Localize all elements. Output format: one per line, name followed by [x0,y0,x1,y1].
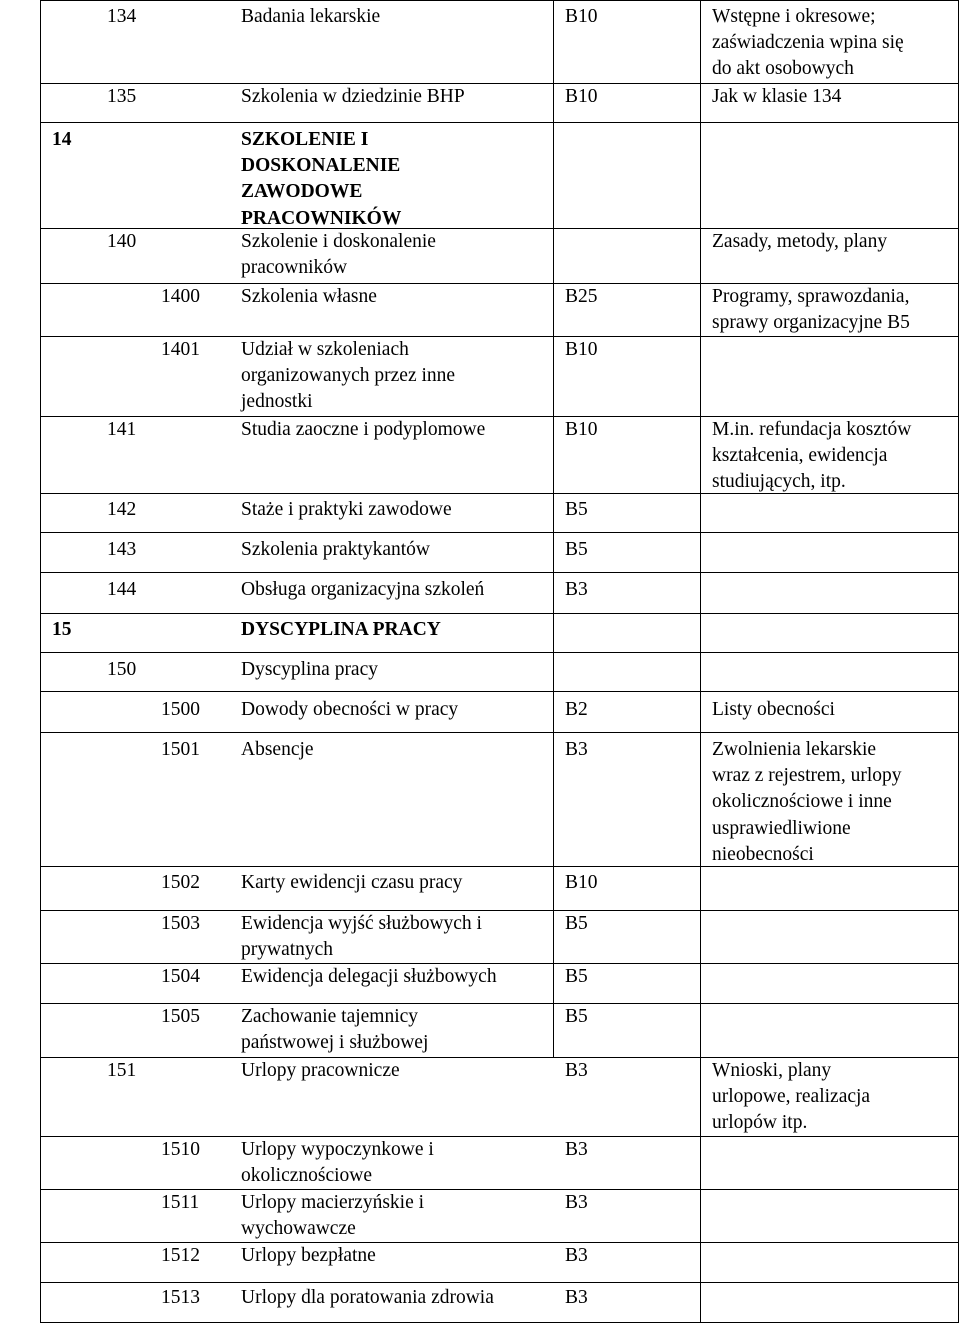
row-note: Jak w klasie 134 [712,86,842,107]
row-category: B5 [565,539,588,560]
row-category: B25 [565,286,598,307]
row-name: Ewidencja delegacji służbowych [241,966,497,987]
row-name: organizowanych przez inne [241,365,456,387]
row-divider [40,1322,959,1323]
row-code: 150 [107,659,137,680]
row-code: 1513 [161,1287,200,1308]
row-code: 134 [107,6,137,27]
row-divider [40,866,959,867]
row-category: B3 [565,1192,588,1213]
row-category: B5 [565,913,588,934]
row-code: 1505 [161,1006,200,1027]
row-divider [40,572,959,573]
row-note: Wnioski, plany [712,1060,832,1081]
row-name: Szkolenia w dziedzinie BHP [241,86,465,107]
row-note: Wstępne i okresowe; [712,6,876,27]
row-code: 135 [107,86,137,107]
row-category: B3 [565,1060,588,1081]
row-note: kształcenia, ewidencja [712,445,888,467]
row-divider [40,1282,959,1283]
row-code: 1501 [161,739,200,760]
row-divider [40,652,959,653]
category-column-divider [553,0,554,1058]
row-category: B3 [565,1139,588,1160]
row-divider [40,732,959,733]
row-name: Ewidencja wyjść służbowych i [241,913,482,934]
row-note: Listy obecności [712,699,835,720]
row-name: Udział w szkoleniach [241,339,409,360]
row-name: pracowników [241,257,348,279]
row-code: 1511 [161,1192,200,1213]
row-code: 1503 [161,913,200,934]
row-code: 1502 [161,872,200,893]
row-note: studiujących, itp. [712,471,846,493]
row-code: 141 [107,419,137,440]
row-code: 1500 [161,699,200,720]
row-category: B3 [565,1287,588,1308]
row-name: ZAWODOWE [241,181,363,203]
row-category: B3 [565,1245,588,1266]
row-note: Zwolnienia lekarskie [712,739,877,760]
row-code: 151 [107,1060,137,1081]
row-code: 15 [52,619,72,640]
row-note: usprawiedliwione [712,817,851,839]
row-note: M.in. refundacja kosztów [712,419,912,440]
row-category: B10 [565,872,598,893]
row-code: 1512 [161,1245,200,1266]
row-name: Urlopy dla poratowania zdrowia [241,1287,494,1308]
row-category: B10 [565,339,598,360]
row-code: 14 [52,129,72,150]
row-name: Urlopy wypoczynkowe i [241,1139,434,1160]
row-name: Staże i praktyki zawodowe [241,499,452,520]
row-code: 1400 [161,286,200,307]
row-category: B2 [565,699,588,720]
row-note: wraz z rejestrem, urlopy [712,765,902,787]
row-note: Programy, sprawozdania, [712,286,910,307]
row-category: B5 [565,1006,588,1027]
table-border-right [958,0,959,1323]
row-name: DOSKONALENIE [241,155,401,177]
row-name: Zachowanie tajemnicy [241,1006,419,1027]
row-name: prywatnych [241,939,334,961]
row-divider [40,532,959,533]
row-name: Szkolenia praktykantów [241,539,430,560]
row-name: jednostki [241,391,313,413]
row-category: B10 [565,419,598,440]
row-note: nieobecności [712,843,814,865]
row-code: 1510 [161,1139,200,1160]
row-note: okolicznościowe i inne [712,791,892,813]
table-border-left [40,0,41,1323]
row-name: okolicznościowe [241,1165,373,1187]
row-name: Szkolenie i doskonalenie [241,231,436,252]
row-note: do akt osobowych [712,58,854,80]
row-name: państwowej i służbowej [241,1032,429,1054]
row-note: Zasady, metody, plany [712,231,888,252]
row-name: Urlopy bezpłatne [241,1245,376,1266]
row-category: B3 [565,579,588,600]
row-name: Obsługa organizacyjna szkoleń [241,579,485,600]
row-code: 1401 [161,339,200,360]
row-name: Badania lekarskie [241,6,381,27]
row-divider [40,613,959,614]
row-name: Urlopy macierzyńskie i [241,1192,425,1213]
row-name: Karty ewidencji czasu pracy [241,872,463,893]
row-code: 143 [107,539,137,560]
row-note: sprawy organizacyjne B5 [712,312,910,334]
row-category: B5 [565,499,588,520]
row-name: Dowody obecności w pracy [241,699,459,720]
row-category: B10 [565,86,598,107]
row-code: 144 [107,579,137,600]
row-name: Studia zaoczne i podyplomowe [241,419,486,440]
row-divider [40,0,959,1]
row-name: PRACOWNIKÓW [241,207,402,229]
row-divider [40,691,959,692]
row-category: B3 [565,739,588,760]
row-code: 1504 [161,966,200,987]
row-code: 142 [107,499,137,520]
row-name: DYSCYPLINA PRACY [241,619,441,640]
row-divider [40,122,959,123]
row-category: B10 [565,6,598,27]
row-note: urlopowe, realizacja [712,1086,871,1108]
row-name: Szkolenia własne [241,286,377,307]
row-name: Urlopy pracownicze [241,1060,400,1081]
row-name: Absencje [241,739,314,760]
row-name: Dyscyplina pracy [241,659,378,680]
notes-column-divider [700,0,701,1323]
row-note: zaświadczenia wpina się [712,32,904,54]
row-note: urlopów itp. [712,1112,808,1134]
row-code: 140 [107,231,137,252]
row-name: wychowawcze [241,1218,356,1240]
row-category: B5 [565,966,588,987]
row-name: SZKOLENIE I [241,129,369,150]
